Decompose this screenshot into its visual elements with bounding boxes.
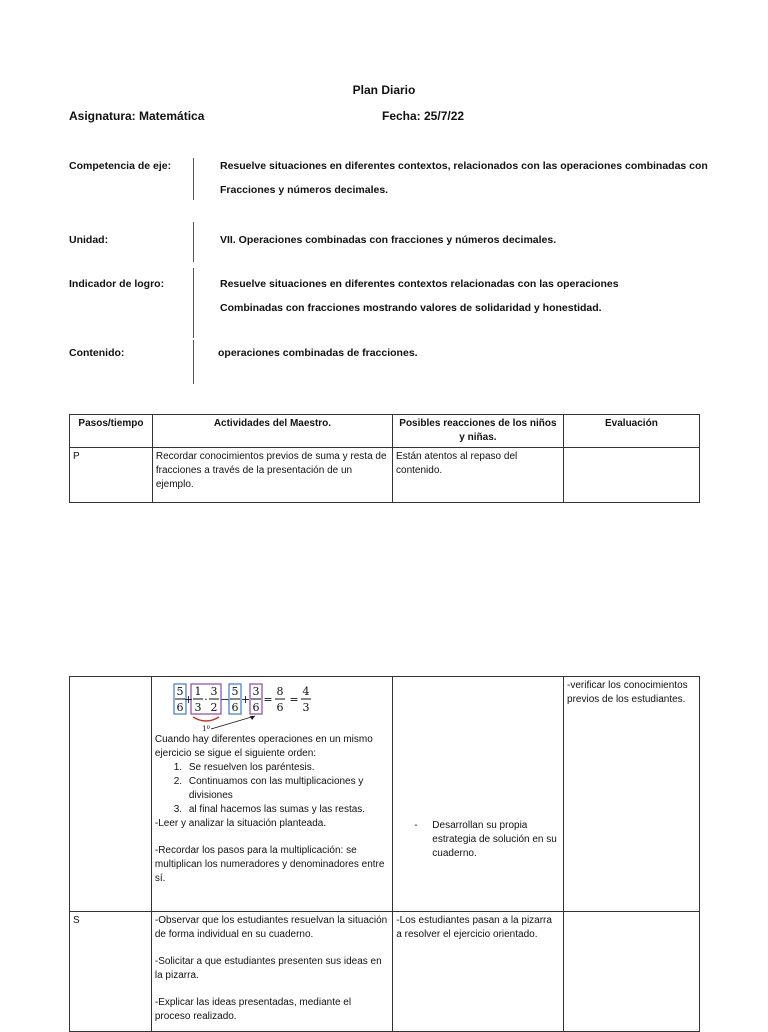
cell-reaction: Están atentos al repaso del contenido. (393, 448, 564, 503)
cell-step (70, 677, 152, 912)
svg-text:3: 3 (302, 701, 310, 714)
contenido-label: Contenido: (69, 347, 125, 359)
indicador-line-1: Resuelve situaciones en diferentes contextos relacionadas con las operaciones (220, 278, 619, 290)
svg-text:5: 5 (176, 685, 184, 698)
fraction (209, 685, 219, 714)
svg-text:3: 3 (210, 685, 218, 698)
fraction-equation-graphic (155, 679, 355, 733)
header-evaluation: Evaluación (563, 415, 699, 448)
activity-observe: -Observar que los estudiantes resuelvan la situación de forma individual en su cuaderno. (154, 915, 388, 940)
separator-line (193, 268, 194, 338)
cell-step: S (70, 912, 152, 1032)
table-row (70, 448, 700, 503)
brace-label: 1º (202, 725, 210, 733)
svg-text:=: = (263, 693, 273, 706)
svg-text:+: + (183, 693, 193, 706)
svg-text:2: 2 (210, 701, 218, 714)
svg-text:·: · (204, 693, 208, 706)
unidad-value: VII. Operaciones combinadas con fracciones y números decimales. (220, 234, 557, 246)
svg-text:6: 6 (231, 701, 239, 714)
header-steps: Pasos/tiempo (70, 415, 153, 448)
svg-text:3: 3 (194, 701, 202, 714)
table-header-row (70, 415, 700, 448)
dash-marker: - (414, 820, 418, 831)
cell-reaction: -Los estudiantes pasan a la pizarra a resolver el ejercicio orientado. (393, 912, 564, 1032)
competencia-label: Competencia de eje: (69, 160, 172, 172)
read-instruction: -Leer y analizar la situación planteada. (154, 818, 327, 829)
fraction (301, 685, 311, 714)
fraction-example (155, 679, 355, 733)
brace (193, 717, 219, 721)
cell-activity (151, 677, 392, 912)
svg-text:4: 4 (302, 685, 310, 698)
list-item: 1. Se resuelven los paréntesis. (185, 761, 389, 775)
separator-line (193, 340, 194, 384)
cell-reaction (393, 677, 564, 912)
date-label: Fecha: 25/7/22 (382, 109, 465, 123)
fraction (275, 685, 285, 714)
competencia-line-2: Fracciones y números decimales. (220, 184, 389, 196)
fraction (193, 685, 203, 714)
svg-text:−: − (220, 693, 230, 706)
indicador-label: Indicador de logro: (69, 278, 165, 290)
svg-text:=: = (289, 693, 299, 706)
unidad-label: Unidad: (69, 234, 109, 246)
order-steps-list (155, 761, 389, 817)
svg-text:3: 3 (252, 685, 260, 698)
activity-present: -Solicitar a que estudiantes presenten sus ideas en la pizarra. (154, 956, 382, 981)
cell-evaluation (564, 912, 700, 1032)
activities-table (69, 414, 700, 503)
cell-activity (151, 912, 392, 1032)
indicador-value (220, 272, 720, 320)
cell-evaluation: -verificar los conocimientos previos de los estudiantes. (564, 677, 700, 912)
svg-text:6: 6 (176, 701, 184, 714)
header-activities: Actividades del Maestro. (152, 415, 392, 448)
activities-table-continued (69, 676, 700, 1032)
order-intro: Cuando hay diferentes operaciones en un mismo ejercicio se sigue el siguiente orden: (154, 734, 373, 759)
subject-label: Asignatura: Matemática (69, 109, 205, 123)
arrow-head (250, 716, 255, 720)
competencia-line-1: Resuelve situaciones en diferentes contextos, relacionados con las operaciones combinadas con (220, 160, 708, 172)
fraction (230, 685, 240, 714)
svg-text:6: 6 (276, 701, 284, 714)
svg-text:+: + (240, 693, 250, 706)
svg-text:6: 6 (252, 701, 260, 714)
reaction-bullet (396, 819, 560, 861)
svg-text:1: 1 (194, 685, 202, 698)
cell-evaluation (563, 448, 699, 503)
list-item: 3. al final hacemos las sumas y las restas. (185, 803, 389, 817)
page-title: Plan Diario (352, 83, 416, 97)
reaction-text: Desarrollan su propia estrategia de solución en su cuaderno. (432, 820, 557, 859)
cell-activity: Recordar conocimientos previos de suma y resta de fracciones a través de la presentación de un ejemplo. (152, 448, 392, 503)
list-item: 2. Continuamos con las multiplicaciones y divisiones (185, 775, 389, 803)
table-row (70, 677, 700, 912)
fraction (251, 685, 261, 714)
svg-text:8: 8 (276, 685, 284, 698)
competencia-value (220, 154, 720, 202)
activity-explain: -Explicar las ideas presentadas, mediante el proceso realizado. (154, 997, 352, 1022)
cell-step: P (70, 448, 153, 503)
header-reactions: Posibles reacciones de los niños y niñas. (393, 415, 564, 448)
table-row (70, 912, 700, 1032)
separator-line (193, 222, 194, 262)
contenido-value: operaciones combinadas de fracciones. (218, 347, 418, 359)
svg-text:5: 5 (231, 685, 239, 698)
separator-line (193, 158, 194, 200)
indicador-line-2: Combinadas con fracciones mostrando valores de solidaridad y honestidad. (220, 302, 602, 314)
recall-instruction: -Recordar los pasos para la multiplicación: se multiplican los numeradores y denominadores entre sí. (154, 845, 385, 884)
